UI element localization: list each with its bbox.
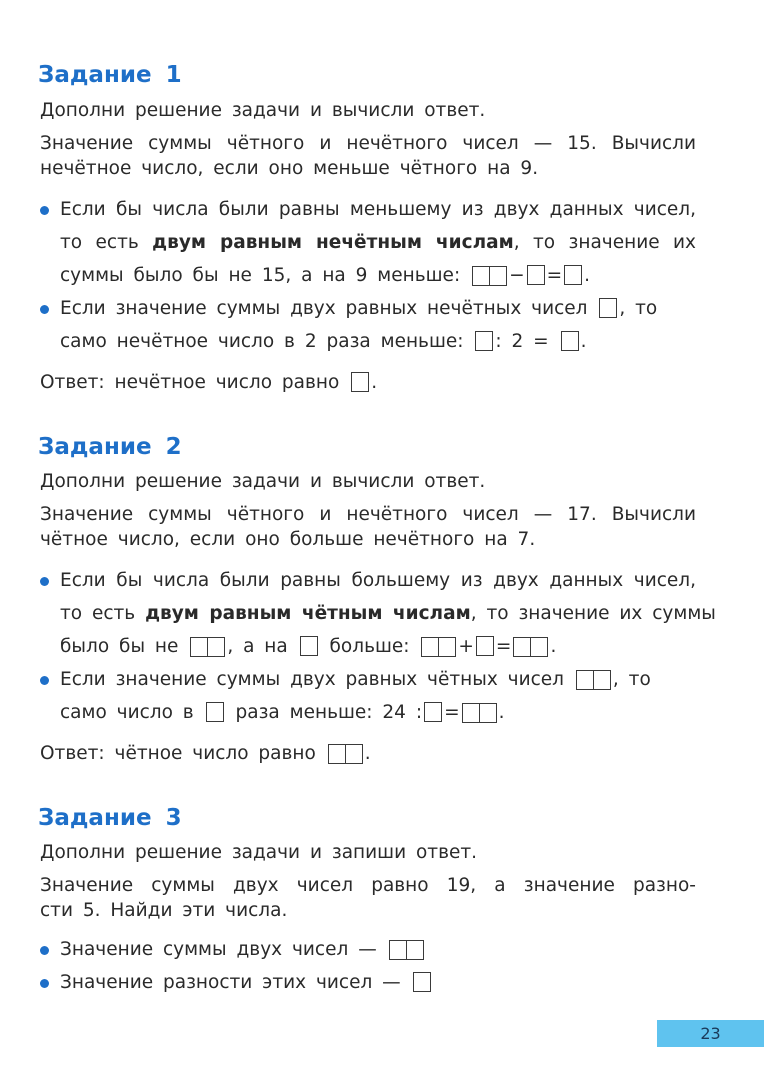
answer-box-two-digit[interactable] bbox=[462, 703, 497, 723]
task2-bullet2-line2: само число в раза меньше: 24 : = . bbox=[60, 702, 505, 723]
bullet-icon bbox=[40, 577, 49, 586]
task3-problem-line2: сти 5. Найди эти числа. bbox=[40, 900, 288, 921]
task2-problem-line1: Значение суммы чётного и нечётного чисел — 17. Вычисли bbox=[40, 504, 696, 525]
task2-heading: Задание 2 bbox=[38, 434, 182, 460]
task2-instruction: Дополни решение задачи и вычисли ответ. bbox=[40, 471, 486, 492]
answer-box[interactable] bbox=[561, 331, 579, 351]
answer-box-two-digit[interactable] bbox=[389, 940, 424, 960]
answer-box-two-digit[interactable] bbox=[421, 637, 456, 657]
task1-bullet1-line3: суммы было бы не 15, а на 9 меньше: − = . bbox=[60, 265, 590, 286]
task2-bullet1-line2: то есть двум равным чётным числам, то значение их суммы bbox=[60, 603, 716, 624]
answer-box[interactable] bbox=[413, 972, 431, 992]
answer-box[interactable] bbox=[351, 372, 369, 392]
task1-answer: Ответ: нечётное число равно . bbox=[40, 372, 378, 393]
bullet-icon bbox=[40, 979, 49, 988]
task3-heading: Задание 3 bbox=[38, 805, 182, 831]
task2-bullet1-line1: Если бы числа были равны большему из двух данных чисел, bbox=[60, 570, 696, 591]
answer-box[interactable] bbox=[475, 331, 493, 351]
bullet-icon bbox=[40, 946, 49, 955]
task3-problem-line1: Значение суммы двух чисел равно 19, а значение разно- bbox=[40, 875, 696, 896]
task2-bullet2-line1: Если значение суммы двух равных чётных чисел , то bbox=[60, 669, 651, 690]
answer-box[interactable] bbox=[599, 298, 617, 318]
answer-box[interactable] bbox=[476, 636, 494, 656]
task1-heading: Задание 1 bbox=[38, 62, 182, 88]
task2-problem-line2: чётное число, если оно больше нечётного на 7. bbox=[40, 529, 536, 550]
answer-box[interactable] bbox=[206, 702, 224, 722]
task1-bullet1-line1: Если бы числа были равны меньшему из двух данных чисел, bbox=[60, 199, 696, 220]
task2-bold-phrase: двум равным чётным числам bbox=[145, 603, 471, 624]
bullet-icon bbox=[40, 676, 49, 685]
task3-instruction: Дополни решение задачи и запиши ответ. bbox=[40, 842, 478, 863]
task1-problem-line1: Значение суммы чётного и нечётного чисел — 15. Вычисли bbox=[40, 133, 696, 154]
task1-instruction: Дополни решение задачи и вычисли ответ. bbox=[40, 100, 486, 121]
task1-problem-line2: нечётное число, если оно меньше чётного на 9. bbox=[40, 158, 539, 179]
bullet-icon bbox=[40, 305, 49, 314]
task1-bold-phrase: двум равным нечётным числам bbox=[152, 232, 514, 253]
answer-box[interactable] bbox=[300, 636, 318, 656]
bullet-icon bbox=[40, 206, 49, 215]
answer-box-two-digit[interactable] bbox=[513, 637, 548, 657]
answer-box-two-digit[interactable] bbox=[472, 266, 507, 286]
task3-bullet1: Значение суммы двух чисел — bbox=[60, 938, 696, 962]
task1-bullet1-line2: то есть двум равным нечётным числам, то значение их bbox=[60, 232, 697, 253]
task2-bullet1-line3: было бы не , а на больше: + = . bbox=[60, 636, 557, 657]
answer-box-two-digit[interactable] bbox=[190, 637, 225, 657]
answer-box[interactable] bbox=[564, 265, 582, 285]
task1-bullet2-line1: Если значение суммы двух равных нечётных чисел , то bbox=[60, 298, 658, 319]
answer-box[interactable] bbox=[527, 265, 545, 285]
task2-answer: Ответ: чётное число равно . bbox=[40, 743, 371, 764]
answer-box-two-digit[interactable] bbox=[576, 670, 611, 690]
answer-box-two-digit[interactable] bbox=[328, 744, 363, 764]
answer-box[interactable] bbox=[424, 702, 442, 722]
page-number: 23 bbox=[657, 1020, 764, 1047]
task3-bullet2: Значение разности этих чисел — bbox=[60, 971, 696, 995]
task1-bullet2-line2: само нечётное число в 2 раза меньше: : 2 = . bbox=[60, 331, 587, 352]
